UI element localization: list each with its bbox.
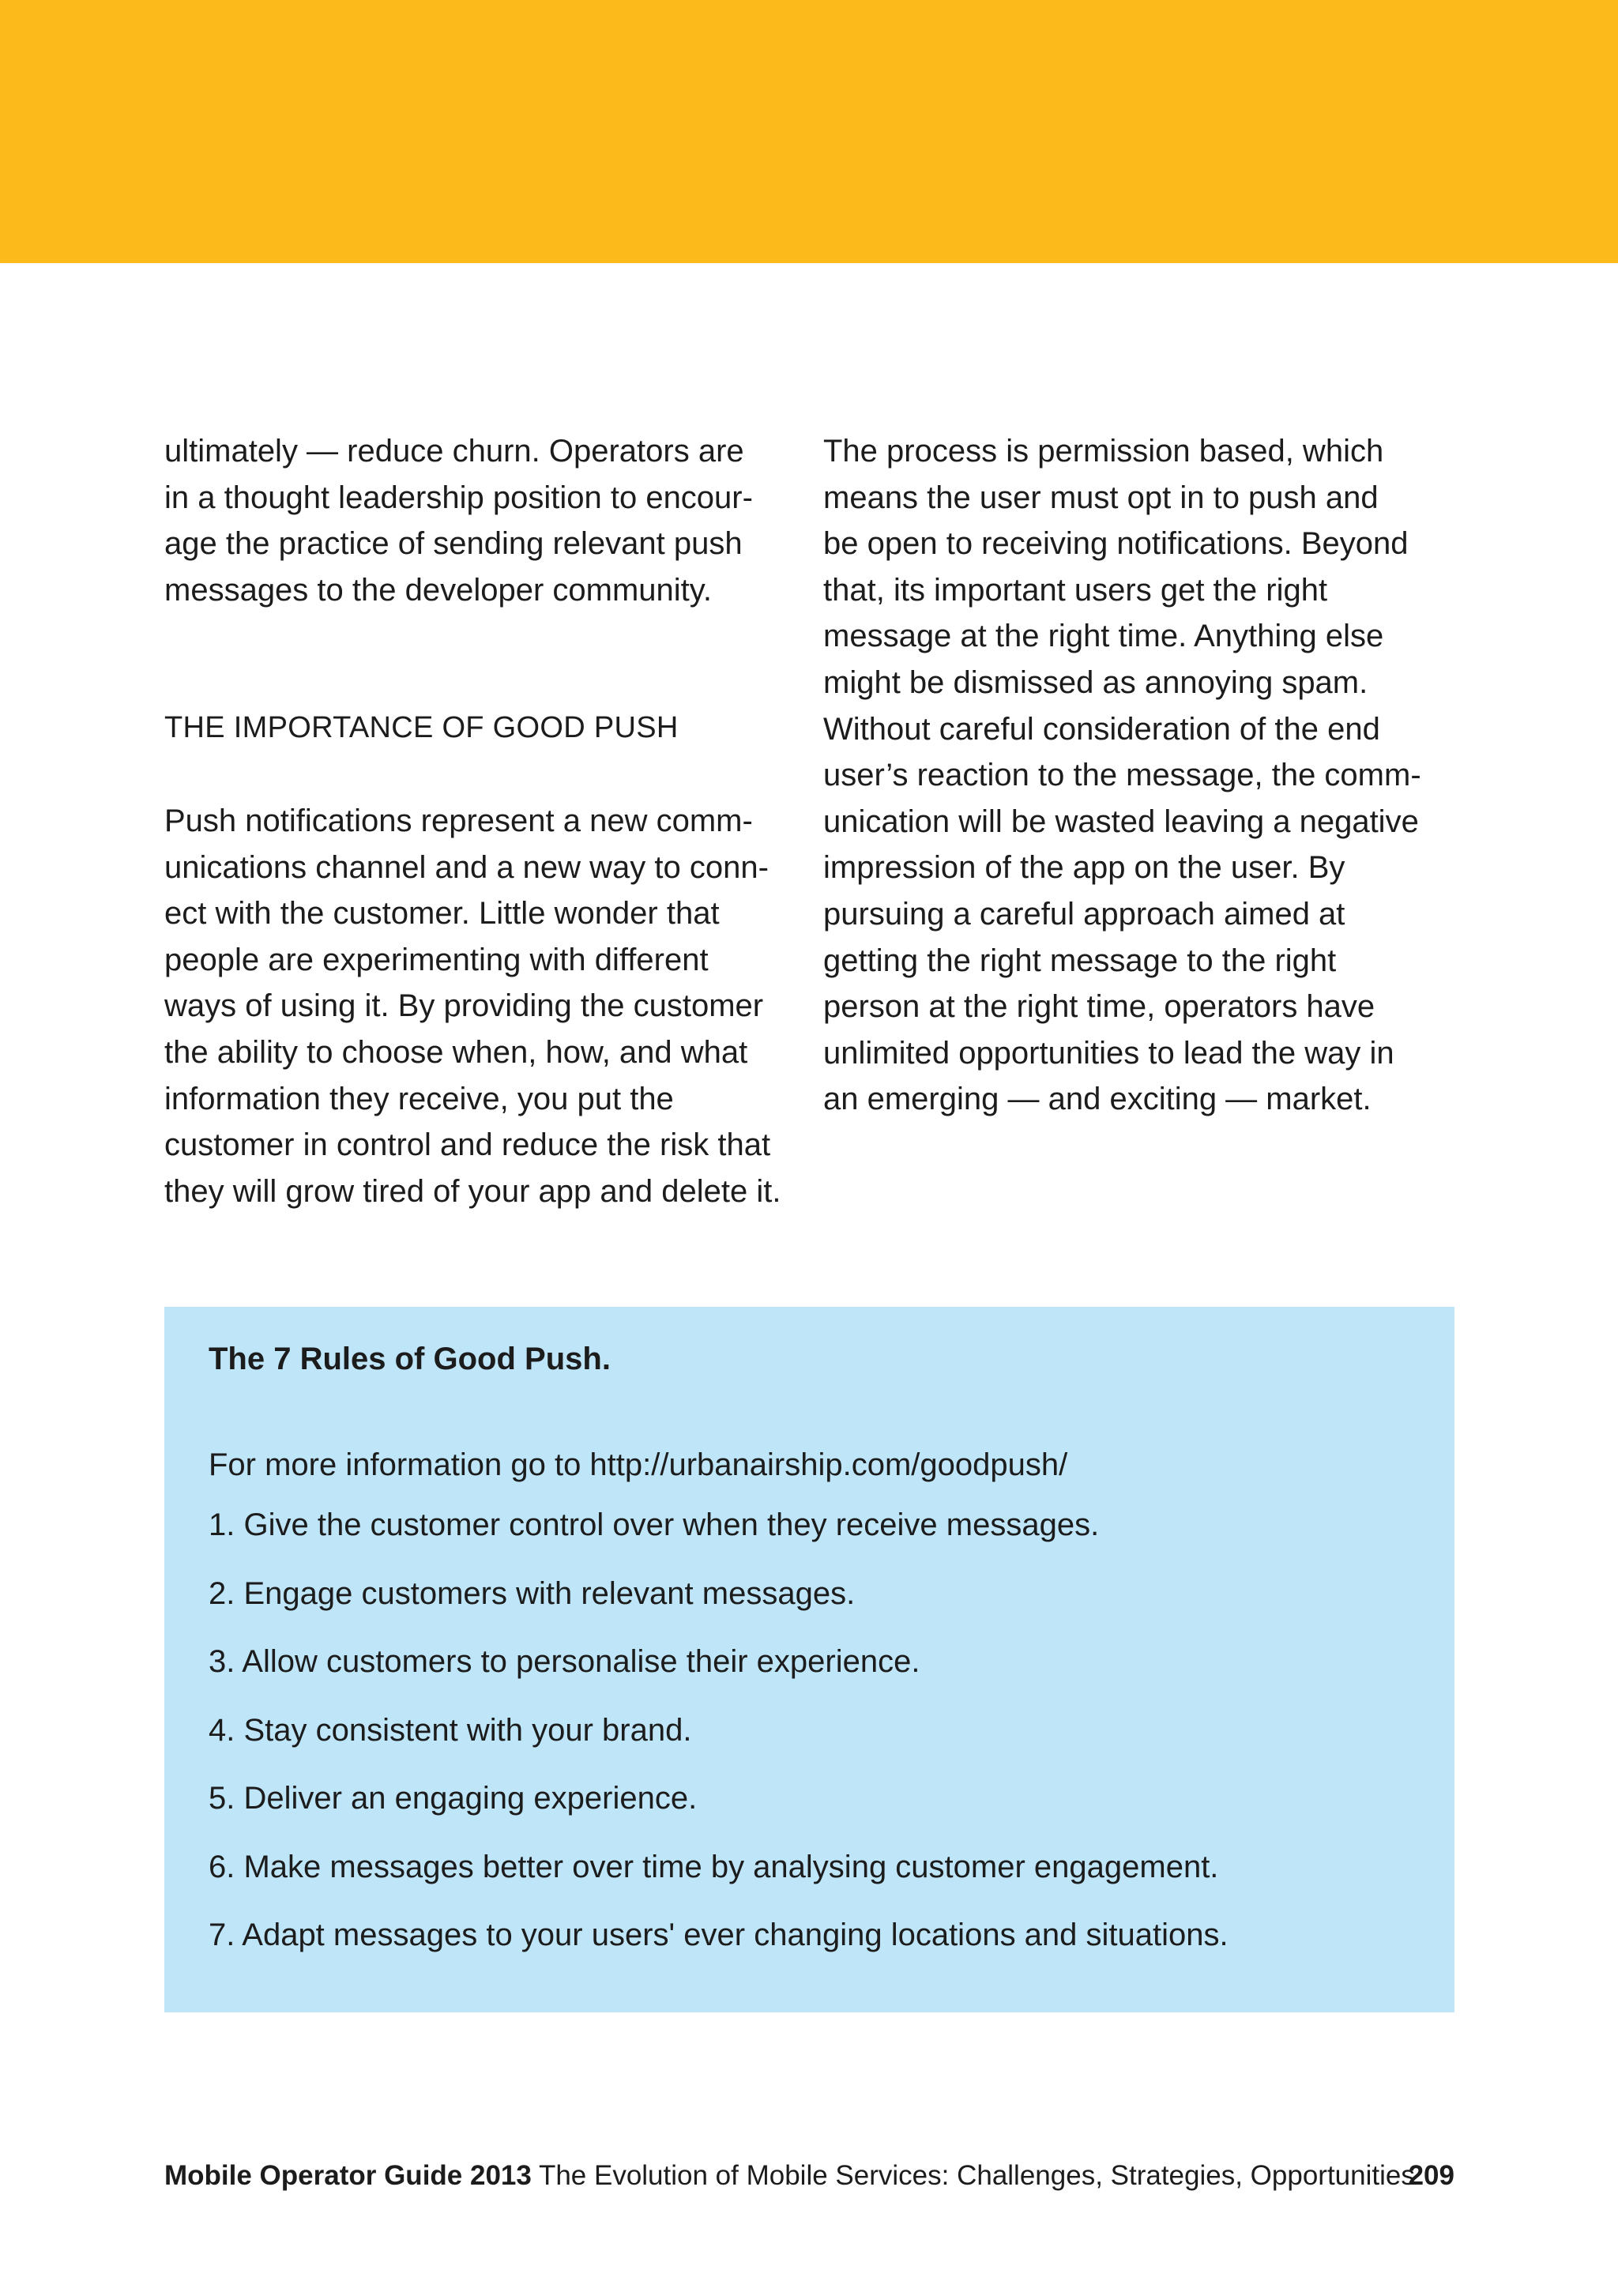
body-line: person at the right time, operators have [823, 989, 1375, 1025]
publication-subtitle: The Evolution of Mobile Services: Challenges, Strategies, Opportunities [538, 2160, 1415, 2191]
body-line: impression of the app on the user. By [823, 850, 1345, 886]
body-line: information they receive, you put the [164, 1081, 674, 1116]
body-line: might be dismissed as annoying spam. [823, 664, 1368, 700]
body-line: unications channel and a new way to conn- [164, 849, 769, 885]
body-line: that, its important users get the right [823, 572, 1328, 608]
right-column [823, 428, 1439, 1123]
body-line: messages to the developer community. [164, 572, 712, 608]
publication-title: Mobile Operator Guide 2013 [164, 2160, 532, 2191]
rule-item: 2. Engage customers with relevant messages. [209, 1575, 856, 1611]
body-line: unication will be wasted leaving a negative [823, 804, 1419, 839]
body-line: message at the right time. Anything else [823, 619, 1384, 654]
body-line: ways of using it. By providing the customer [164, 988, 764, 1024]
rule-item: 1. Give the customer control over when they receive messages. [209, 1507, 1100, 1542]
body-line: getting the right message to the right [823, 943, 1337, 978]
rule-item: 6. Make messages better over time by analysing customer engagement. [209, 1849, 1219, 1884]
body-line: in a thought leadership position to encour- [164, 480, 753, 515]
rule-item: 7. Adapt messages to your users' ever changing locations and situations. [209, 1918, 1229, 1952]
body-line: Push notifications represent a new comm- [164, 803, 753, 838]
body-line: ultimately — reduce churn. Operators are [164, 434, 744, 469]
body-line: customer in control and reduce the risk that [164, 1127, 771, 1163]
body-line: unlimited opportunities to lead the way in [823, 1035, 1394, 1071]
section-heading: THE IMPORTANCE OF GOOD PUSH [164, 711, 679, 745]
body-line: people are experimenting with different [164, 942, 709, 977]
body-line: user’s reaction to the message, the comm- [823, 758, 1421, 793]
body-line: means the user must opt in to push and [823, 480, 1379, 515]
body-line: an emerging — and exciting — market. [823, 1082, 1372, 1117]
body-line: the ability to choose when, how, and what [164, 1034, 748, 1070]
body-line: they will grow tired of your app and delete it. [164, 1173, 781, 1209]
body-line: ect with the customer. Little wonder that [164, 896, 720, 932]
more-info-text: For more information go to http://urbanairship.com/goodpush/ [209, 1447, 1068, 1482]
rules-list [209, 1506, 1229, 1985]
page-footer [164, 2157, 1454, 2195]
body-line: The process is permission based, which [823, 434, 1384, 469]
rule-item: 4. Stay consistent with your brand. [209, 1712, 692, 1748]
header-color-band [0, 0, 1618, 263]
body-line: age the practice of sending relevant push [164, 526, 743, 562]
callout-title: The 7 Rules of Good Push. [209, 1342, 611, 1376]
body-line: pursuing a careful approach aimed at [823, 896, 1345, 932]
body-line: Without careful consideration of the end [823, 711, 1380, 747]
body-line: be open to receiving notifications. Beyond [823, 526, 1409, 562]
rule-item: 3. Allow customers to personalise their experience. [209, 1644, 920, 1679]
rules-callout-box [164, 1307, 1454, 2012]
left-column [164, 428, 796, 1214]
page-number: 209 [1408, 2160, 1454, 2191]
rule-item: 5. Deliver an engaging experience. [209, 1781, 698, 1816]
